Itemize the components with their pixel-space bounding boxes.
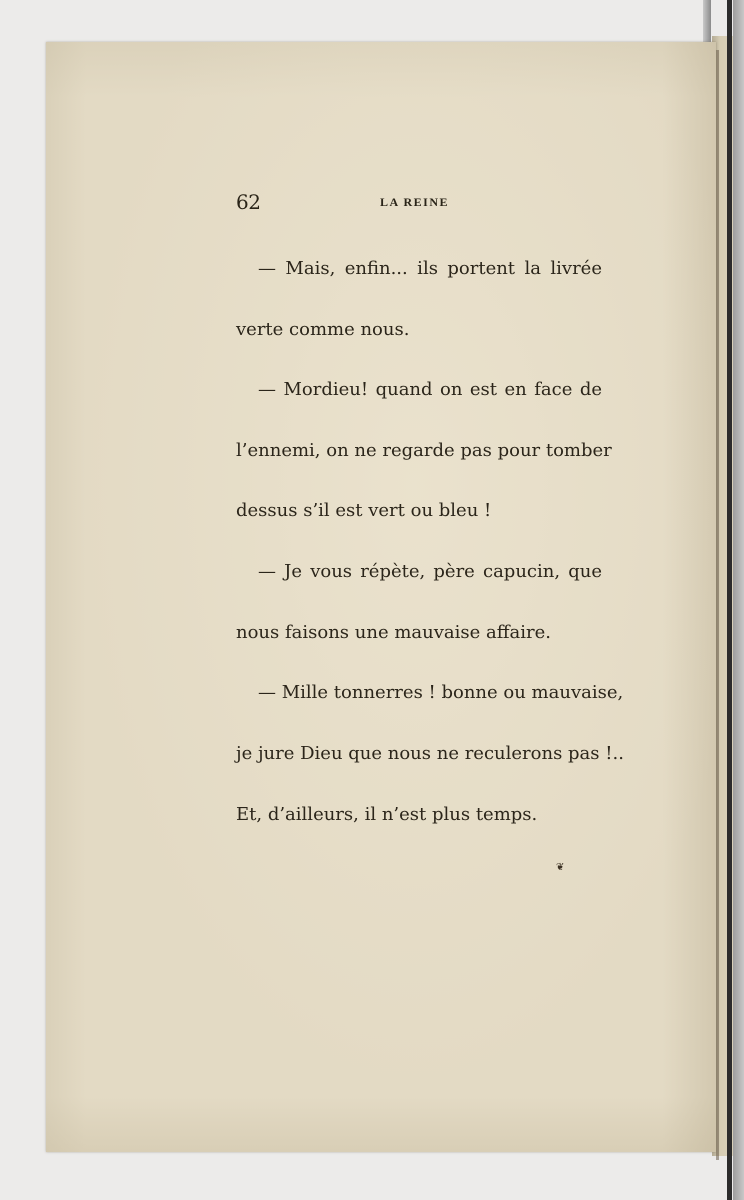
binding-edge-light xyxy=(733,0,744,1200)
binding-clip xyxy=(703,0,711,44)
text-line: l’ennemi, on ne regarde pas pour tomber xyxy=(236,440,612,461)
text-line: — Mordieu! quand on est en face de xyxy=(258,379,602,400)
text-line: — Mais, enfin... ils portent la livrée xyxy=(258,258,602,279)
page-number: 62 xyxy=(236,190,261,214)
binding-edge-dark xyxy=(727,0,732,1200)
text-line: — Je vous répète, père capucin, que xyxy=(258,561,602,582)
text-line: Et, d’ailleurs, il n’est plus temps. xyxy=(236,804,538,825)
text-line: nous faisons une mauvaise affaire. xyxy=(236,622,551,643)
text-line: je jure Dieu que nous ne reculerons pas !.. xyxy=(236,743,624,764)
book-page xyxy=(46,42,716,1152)
page-header xyxy=(236,190,606,220)
next-page-edge-line xyxy=(716,50,719,1160)
text-line: — Mille tonnerres ! bonne ou mauvaise, xyxy=(258,682,624,703)
text-line: verte comme nous. xyxy=(236,319,410,340)
text-line: dessus s’il est vert ou bleu ! xyxy=(236,500,492,521)
running-head: LA REINE xyxy=(380,195,450,209)
fleuron-icon: ❦ xyxy=(556,862,565,873)
